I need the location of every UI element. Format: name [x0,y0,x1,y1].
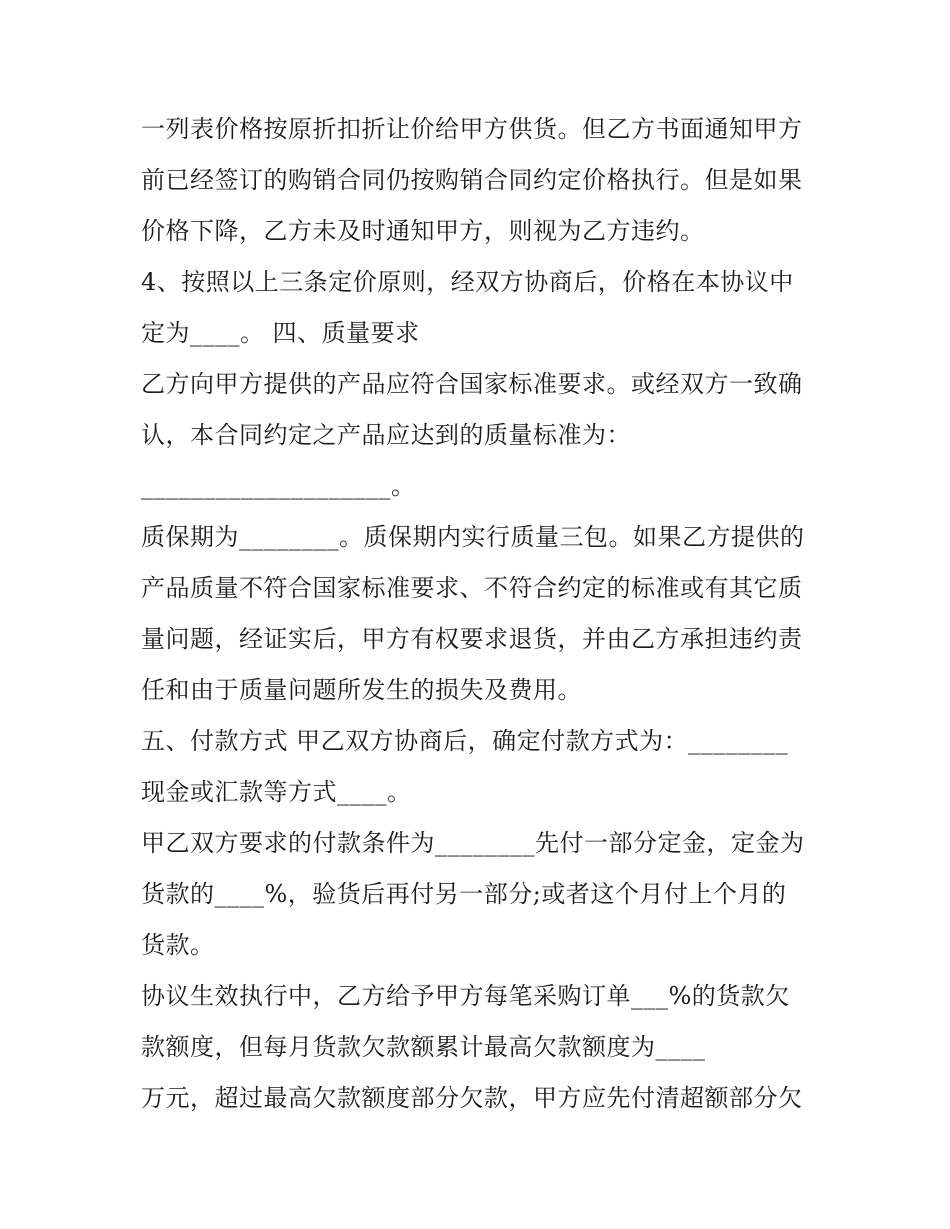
text-line: 前已经签订的购销合同仍按购销合同约定价格执行。但是如果 [141,166,803,194]
text-line: 4、按照以上三条定价原则，经双方协商后，价格在本协议中 [141,268,794,296]
text-line: 定为____。 四、质量要求 [141,319,420,347]
text-line: 五、付款方式 甲乙双方协商后，确定付款方式为：________ [141,727,789,755]
text-line: 量问题，经证实后，甲方有权要求退货，并由乙方承担违约责 [141,625,803,653]
text-line: 货款的____%，验货后再付另一部分;或者这个月付上个月的 [141,880,787,908]
text-line: 质保期为________。质保期内实行质量三包。如果乙方提供的 [141,523,805,551]
text-line: 产品质量不符合国家标准要求、不符合约定的标准或有其它质 [141,574,803,602]
text-line: 货款。 [141,931,215,959]
text-line: 价格下降，乙方未及时通知甲方，则视为乙方违约。 [141,217,705,245]
text-line: 一列表价格按原折扣折让价给甲方供货。但乙方书面通知甲方 [141,115,803,143]
text-line: 任和由于质量问题所发生的损失及费用。 [141,676,582,704]
text-line: 万元，超过最高欠款额度部分欠款，甲方应先付清超额部分欠 [141,1084,803,1112]
text-line: 现金或汇款等方式____。 [141,778,412,806]
text-line: 款额度，但每月货款欠款额累计最高欠款额度为____ [141,1033,706,1061]
text-line: 乙方向甲方提供的产品应符合国家标准要求。或经双方一致确 [141,370,803,398]
text-line: 认，本合同约定之产品应达到的质量标准为： [141,421,631,449]
text-line: 甲乙双方要求的付款条件为________先付一部分定金，定金为 [141,829,805,857]
text-line: 协议生效执行中，乙方给予甲方每笔采购订单___%的货款欠 [141,982,790,1010]
text-line: ____________________。 [141,472,416,500]
